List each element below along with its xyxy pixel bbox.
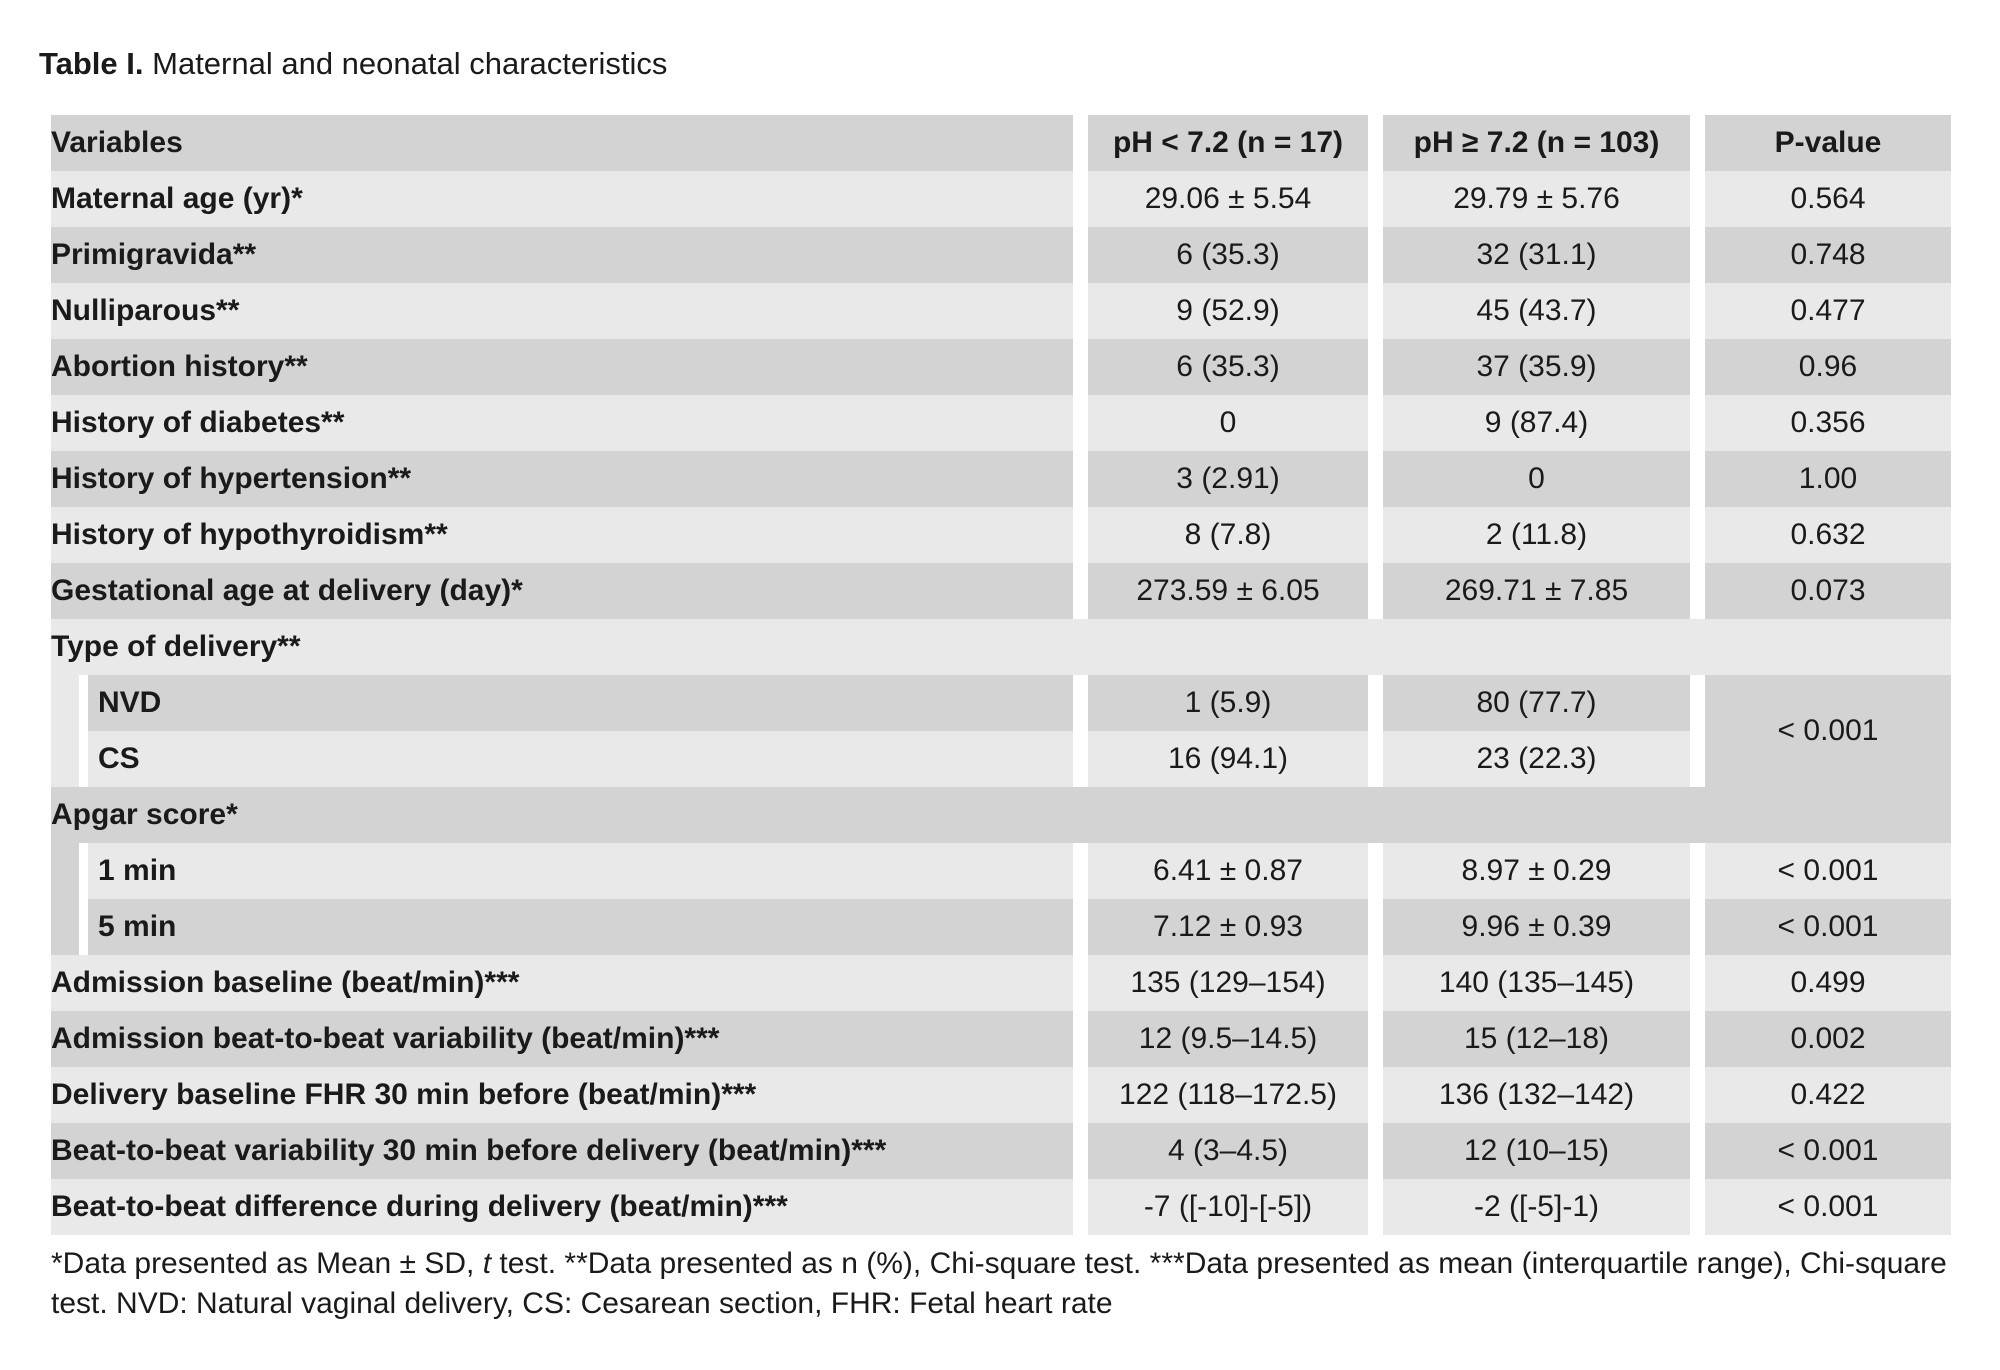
row-low-ph: 122 (118–172.5) [1088,1067,1368,1123]
row-p-value: < 0.001 [1705,1123,1951,1179]
row-variable-cell [51,843,1073,899]
row-low-ph: 12 (9.5–14.5) [1088,1011,1368,1067]
row-high-ph: 140 (135–145) [1383,955,1690,1011]
table-footnote [51,1244,1961,1324]
row-variable: Maternal age (yr)* [51,171,1073,227]
row-high-ph: 23 (22.3) [1383,731,1690,787]
row-low-ph: 7.12 ± 0.93 [1088,899,1368,955]
row-variable: Beat-to-beat variability 30 min before delivery (beat/min)*** [51,1123,1073,1179]
row-p-value: 0.422 [1705,1067,1951,1123]
row-low-ph: 16 (94.1) [1088,731,1368,787]
row-p-value: 0.748 [1705,227,1951,283]
row-p-value: 0.356 [1705,395,1951,451]
table-row [51,675,1951,731]
row-variable: History of diabetes** [51,395,1073,451]
table-row [51,339,1951,395]
row-p-value: 0.632 [1705,507,1951,563]
row-p-value: 0.96 [1705,339,1951,395]
row-high-ph: 8.97 ± 0.29 [1383,843,1690,899]
row-variable: 1 min [98,854,177,887]
section-row-type-of-delivery [51,619,1951,675]
row-low-ph: -7 ([-10]-[-5]) [1088,1179,1368,1235]
row-high-ph: 80 (77.7) [1383,675,1690,731]
footnote-part2: test. **Data presented as n (%), Chi-square test. ***Data presented as mean (interquartile range), Chi-square test. NVD: Natural vaginal delivery, CS: Cesarean section, FHR: Fetal heart rate [51,1247,1947,1320]
table-row [51,1123,1951,1179]
row-low-ph: 273.59 ± 6.05 [1088,563,1368,619]
table-row [51,451,1951,507]
header-high-ph: pH ≥ 7.2 (n = 103) [1383,115,1690,171]
row-variable: Delivery baseline FHR 30 min before (beat/min)*** [51,1067,1073,1123]
row-high-ph: 15 (12–18) [1383,1011,1690,1067]
table-row [51,283,1951,339]
row-high-ph: 269.71 ± 7.85 [1383,563,1690,619]
caption-text: Maternal and neonatal characteristics [143,46,668,81]
row-variable: Primigravida** [51,227,1073,283]
table-row [51,1067,1951,1123]
table-row [51,563,1951,619]
table-row [51,507,1951,563]
row-p-value: < 0.001 [1705,1179,1951,1235]
row-low-ph: 6 (35.3) [1088,339,1368,395]
row-low-ph: 6.41 ± 0.87 [1088,843,1368,899]
table-row [51,843,1951,899]
row-low-ph: 0 [1088,395,1368,451]
row-high-ph: 2 (11.8) [1383,507,1690,563]
table-row [51,395,1951,451]
row-high-ph: 32 (31.1) [1383,227,1690,283]
row-variable: Abortion history** [51,339,1073,395]
table-row [51,955,1951,1011]
row-high-ph: 136 (132–142) [1383,1067,1690,1123]
characteristics-table [51,115,1951,1235]
row-variable: Apgar score* [51,787,1951,843]
table-row [51,1179,1951,1235]
row-p-value: 0.477 [1705,283,1951,339]
row-high-ph: 37 (35.9) [1383,339,1690,395]
table-caption [39,44,667,84]
table-row [51,1011,1951,1067]
row-variable: History of hypertension** [51,451,1073,507]
row-high-ph: 12 (10–15) [1383,1123,1690,1179]
table-row [51,731,1951,787]
row-high-ph: 29.79 ± 5.76 [1383,171,1690,227]
header-p-value: P-value [1705,115,1951,171]
row-variable: Beat-to-beat difference during delivery (beat/min)*** [51,1179,1073,1235]
row-p-value: 0.073 [1705,563,1951,619]
row-p-value: < 0.001 [1705,899,1951,955]
row-high-ph: -2 ([-5]-1) [1383,1179,1690,1235]
table-row [51,899,1951,955]
row-high-ph: 9.96 ± 0.39 [1383,899,1690,955]
row-variable: Admission baseline (beat/min)*** [51,955,1073,1011]
header-variables: Variables [51,115,1073,171]
row-variable: Type of delivery** [51,619,1951,675]
row-low-ph: 29.06 ± 5.54 [1088,171,1368,227]
row-p-value: 0.499 [1705,955,1951,1011]
footnote-t: t [482,1247,492,1280]
row-p-value: < 0.001 [1705,843,1951,899]
table-row [51,171,1951,227]
row-variable: Gestational age at delivery (day)* [51,563,1073,619]
row-low-ph: 1 (5.9) [1088,675,1368,731]
row-variable-cell [51,899,1073,955]
row-low-ph: 135 (129–154) [1088,955,1368,1011]
caption-label: Table I. [39,46,144,81]
row-variable: 5 min [98,910,177,943]
row-low-ph: 8 (7.8) [1088,507,1368,563]
header-row [51,115,1951,171]
section-row-apgar-score [51,787,1951,843]
table-row [51,227,1951,283]
row-variable: History of hypothyroidism** [51,507,1073,563]
row-variable-cell [51,675,1073,731]
row-p-value: 1.00 [1705,451,1951,507]
footnote-part1: *Data presented as Mean ± SD, [51,1247,483,1280]
row-low-ph: 6 (35.3) [1088,227,1368,283]
row-p-value: 0.002 [1705,1011,1951,1067]
row-low-ph: 4 (3–4.5) [1088,1123,1368,1179]
row-high-ph: 0 [1383,451,1690,507]
row-variable: Admission beat-to-beat variability (beat/min)*** [51,1011,1073,1067]
row-variable: Nulliparous** [51,283,1073,339]
row-low-ph: 3 (2.91) [1088,451,1368,507]
row-variable: CS [98,742,140,775]
row-variable: NVD [98,686,162,719]
row-high-ph: 45 (43.7) [1383,283,1690,339]
row-p-value: 0.564 [1705,171,1951,227]
row-low-ph: 9 (52.9) [1088,283,1368,339]
header-low-ph: pH < 7.2 (n = 17) [1088,115,1368,171]
row-variable-cell [51,731,1073,787]
row-p-value: < 0.001 [1705,675,1951,787]
row-high-ph: 9 (87.4) [1383,395,1690,451]
